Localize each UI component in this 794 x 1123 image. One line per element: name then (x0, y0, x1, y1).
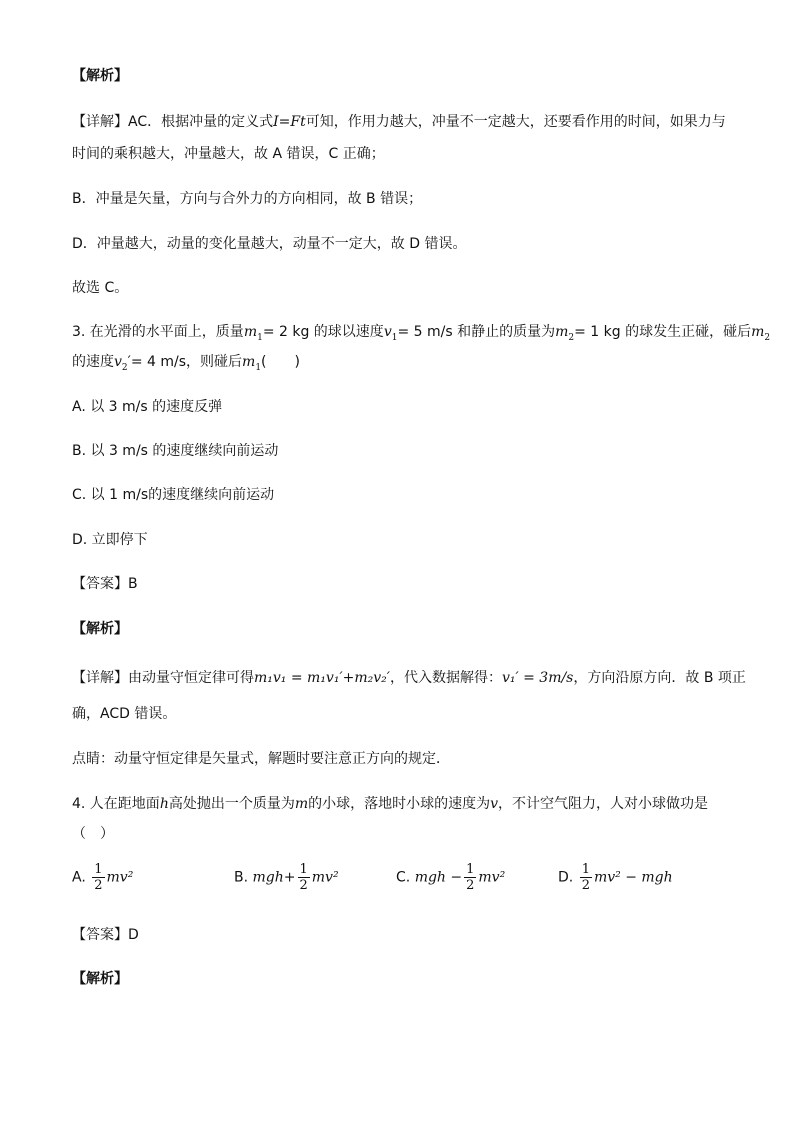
q3-detail-text: ，代入数据解得： (389, 670, 502, 686)
q3-tip: 点睛：动量守恒定律是矢量式，解题时要注意正方向的规定． (72, 751, 450, 767)
option-label: A. (72, 869, 86, 886)
q3-text: 的速度 (72, 354, 114, 370)
option-formula: mv² (311, 869, 339, 886)
detail-rest: 可知，作用力越大，冲量不一定越大，还要看作用的时间，如果力与 (305, 114, 726, 130)
q4-option-a (72, 862, 133, 893)
question-3-line-1 (72, 322, 770, 342)
impulse-formula: I=Ft (273, 114, 306, 130)
q3-text: 3. 在光滑的水平面上，质量 (72, 324, 244, 340)
q3-var: m (555, 324, 569, 340)
option-label: B. (234, 869, 249, 886)
half-fraction: $\frac{1}{2}$ (581, 862, 590, 893)
momentum-formula: m₁v₁ = m₁v₁′+m₂v₂′ (254, 670, 390, 686)
q3-answer: 【答案】B (72, 576, 138, 592)
q4-text: ，不计空气阻力，人对小球做功是 (498, 796, 709, 812)
q3-sub: 2 (121, 362, 128, 373)
detail-line-2: 时间的乘积越大，冲量越大，故 A 错误，C 正确； (72, 146, 385, 162)
question-4-paren: （ ） (72, 826, 114, 842)
q3-option-b: B. 以 3 m/s 的速度继续向前运动 (72, 443, 279, 459)
q4-option-d (558, 862, 673, 893)
q3-sub: 1 (391, 332, 398, 343)
option-formula: mgh+ (252, 869, 296, 886)
detail-prefix: 【详解】AC．根据冲量的定义式 (72, 114, 274, 130)
q3-option-d: D. 立即停下 (72, 532, 148, 548)
q3-detail-line-2: 确，ACD 错误。 (72, 706, 177, 722)
q4-option-b (234, 862, 339, 893)
half-fraction: $\frac{1}{2}$ (94, 862, 103, 893)
q3-analysis-heading: 【解析】 (72, 621, 128, 637)
detail-line-1 (72, 112, 726, 132)
q4-option-c (396, 862, 505, 893)
q3-var: m (243, 324, 258, 340)
analysis-heading: 【解析】 (72, 68, 128, 84)
q3-var: v (114, 354, 122, 370)
option-formula: mv² − mgh (593, 869, 673, 886)
q3-var: v (383, 324, 392, 340)
q4-var: v (490, 796, 499, 812)
q3-detail-text: 【详解】由动量守恒定律可得 (72, 670, 254, 686)
q3-sub: 2 (764, 332, 771, 343)
q3-var: m (242, 354, 256, 370)
q3-text: = 1 kg 的球发生正碰，碰后 (574, 324, 752, 340)
result-formula: v₁′ = 3m/s (501, 670, 574, 686)
option-formula: mv² (478, 869, 506, 886)
option-formula: mgh − (414, 869, 463, 886)
half-fraction: $\frac{1}{2}$ (466, 862, 475, 893)
q4-text: 高处抛出一个质量为 (168, 796, 295, 812)
q3-detail-line-1 (72, 668, 746, 688)
option-label: D. (558, 869, 574, 886)
q3-sub: 1 (257, 332, 263, 343)
half-fraction: $\frac{1}{2}$ (299, 862, 308, 893)
option-label: C. (396, 869, 411, 886)
detail-b: B．冲量是矢量，方向与合外力的方向相同，故 B 错误； (72, 191, 423, 207)
q3-sub: 1 (255, 362, 262, 373)
q3-text: ( ) (261, 354, 300, 370)
q4-analysis-heading: 【解析】 (72, 971, 128, 987)
q4-answer: 【答案】D (72, 927, 139, 943)
question-3-line-2 (72, 352, 300, 372)
q3-text: = 2 kg 的球以速度 (262, 324, 384, 340)
q3-detail-text: ，方向沿原方向．故 B 项正 (573, 670, 746, 686)
q3-option-c: C. 以 1 m/s的速度继续向前运动 (72, 487, 275, 503)
q4-text: 的小球，落地时小球的速度为 (308, 796, 491, 812)
choose-c: 故选 C。 (72, 280, 129, 296)
q3-option-a: A. 以 3 m/s 的速度反弹 (72, 399, 223, 415)
q3-var: m (751, 324, 765, 340)
option-formula: mv² (106, 869, 134, 886)
q3-text: ′= 4 m/s，则碰后 (127, 354, 243, 370)
detail-d: D．冲量越大，动量的变化量越大，动量不一定大，故 D 错误。 (72, 236, 467, 252)
q4-text: 4. 人在距地面 (72, 796, 160, 812)
q4-var: m (294, 796, 309, 812)
q4-var: h (159, 796, 169, 812)
q3-text: = 5 m/s 和静止的质量为 (397, 324, 556, 340)
q3-sub: 2 (568, 332, 575, 343)
question-4-line-1 (72, 794, 708, 814)
